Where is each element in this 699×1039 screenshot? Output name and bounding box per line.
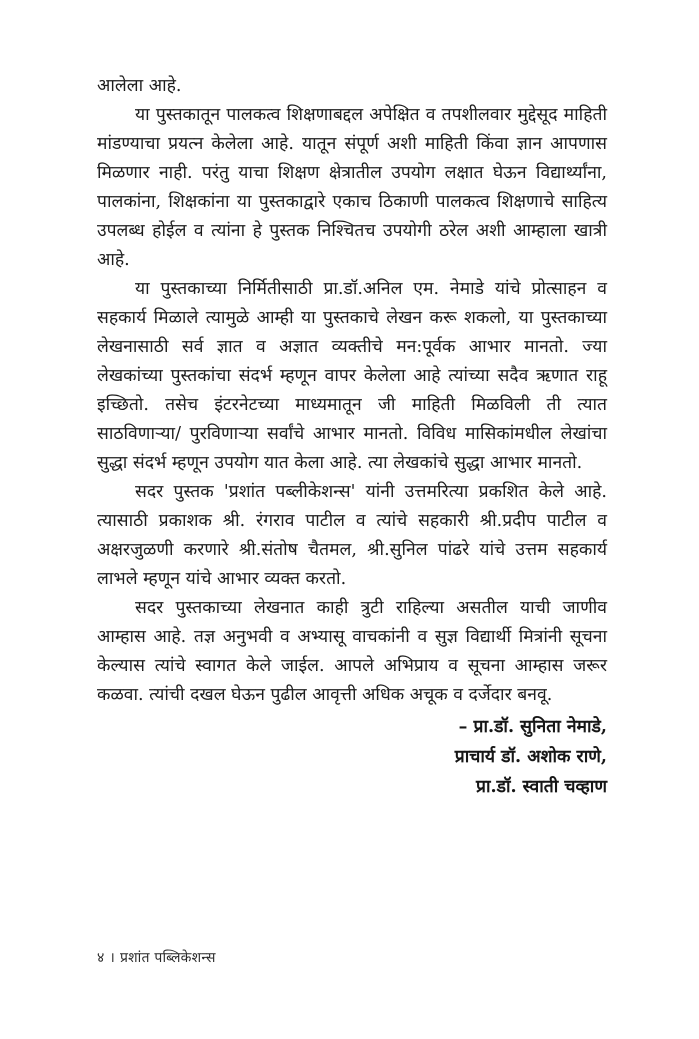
- paragraph-publisher-thanks: सदर पुस्तक 'प्रशांत पब्लीकेशन्स' यांनी उत्तमरित्या प्रकशित केले आहे. त्यासाठी प्रकाशक श्री. रंगराव पाटील व त्यांचे सहकारी श्री.प्रदीप पाटील व अक्षरजुळणी करणारे श्री.संतोष चैतमल, श्री.सुनिल पांढरे यांचे उत्तम सहकार्य लाभले म्हणून यांचे आभार व्यक्त करतो.: [97, 482, 607, 589]
- paragraph-book-aim: या पुस्तकातून पालकत्व शिक्षणाबद्दल अपेक्षित व तपशीलवार मुद्देसूद माहिती मांडण्याचा प्रयत्न केलेला आहे. यातून संपूर्ण अशी माहिती किंवा ज्ञान आपणास मिळणार नाही. परंतु याचा शिक्षण क्षेत्रातील उपयोग लक्षात घेऊन विद्यार्थ्यांना, पालकांना, शिक्षकांना या पुस्तकाद्वारे एकाच ठिकाणी पालकत्व शिक्षणाचे साहित्य उपलब्ध होईल व त्यांना हे पुस्तक निश्चितच उपयोगी ठरेल अशी आम्हाला खात्री आहे.: [97, 105, 607, 270]
- page-number: ४: [97, 950, 105, 966]
- publisher-name: प्रशांत पब्लिकेशन्स: [120, 950, 216, 966]
- signature-line-2: प्राचार्य डॉ. अशोक राणे,: [454, 747, 607, 767]
- signature-line-3: प्रा.डॉ. स्वाती चव्हाण: [476, 777, 607, 797]
- paragraph-acknowledgements: या पुस्तकाच्या निर्मितीसाठी प्रा.डॉ.अनिल एम. नेमाडे यांचे प्रोत्साहन व सहकार्य मिळाले त्यामुळे आम्ही या पुस्तकाचे लेखन करू शकलो, या पुस्तकाच्या लेखनासाठी सर्व ज्ञात व अज्ञात व्यक्तीचे मन:पूर्वक आभार मानतो. ज्या लेखकांच्या पुस्तकांचा संदर्भ म्हणून वापर केलेला आहे त्यांच्या सदैव ऋणात राहू इच्छितो. तसेच इंटरनेटच्या माध्यमातून जी माहिती मिळविली ती त्यात साठविणाऱ्या/ पुरविणाऱ्या सर्वांचे आभार मानतो. विविध मासिकांमधील लेखांचा सुद्धा संदर्भ म्हणून उपयोग यात केला आहे. त्या लेखकांचे सुद्धा आभार मानतो.: [97, 279, 607, 473]
- signature-block: [97, 712, 607, 802]
- paragraph-continuation: आलेला आहे.: [97, 76, 182, 96]
- footer-separator: ।: [109, 950, 115, 966]
- page-content: [97, 72, 607, 802]
- paragraph-feedback-request: सदर पुस्तकाच्या लेखनात काही त्रुटी राहिल्या असतील याची जाणीव आम्हास आहे. तज्ञ अनुभवी व अभ्यासू वाचकांनी व सुज्ञ विद्यार्थी मित्रांनी सूचना केल्यास त्यांचे स्वागत केले जाईल. आपले अभिप्राय व सूचना आम्हास जरूर कळवा. त्यांची दखल घेऊन पुढील आवृत्ती अधिक अचूक व दर्जेदार बनवू.: [97, 598, 607, 705]
- signature-line-1: – प्रा.डॉ. सुनिता नेमाडे,: [458, 717, 607, 737]
- page-footer: [97, 948, 216, 968]
